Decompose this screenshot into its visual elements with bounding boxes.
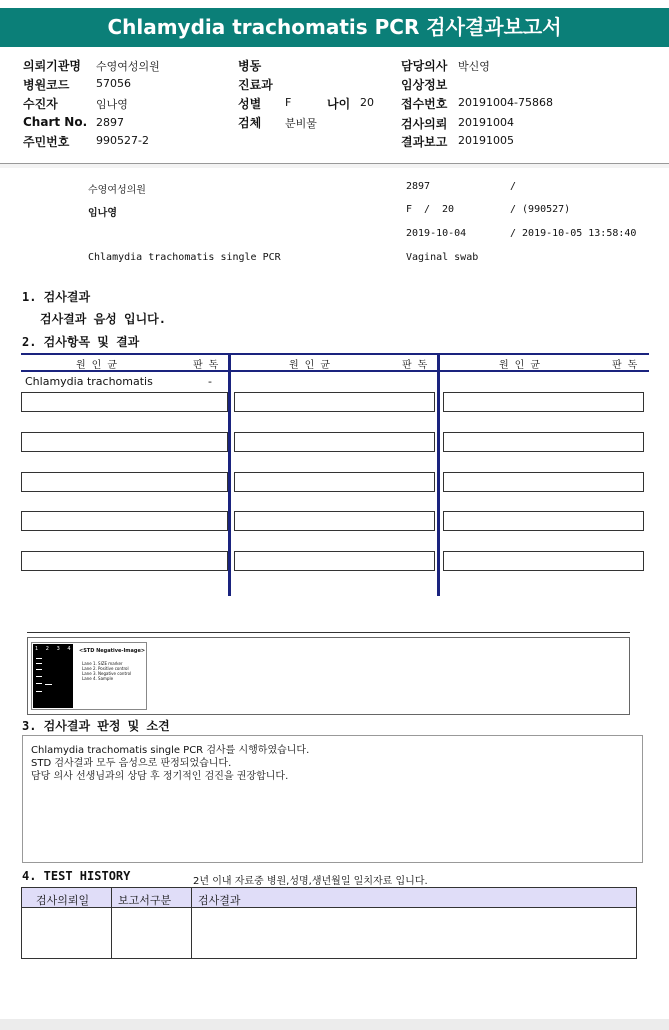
empty-cell xyxy=(234,511,435,531)
report-date-value: 20191005 xyxy=(458,134,514,147)
gel-legend-4: Lane 4. Sample xyxy=(82,676,114,681)
empty-cell xyxy=(234,472,435,492)
department-label: 진료과 xyxy=(238,78,273,92)
ward-label: 병동 xyxy=(238,59,262,73)
section1-heading: 1. 검사결과 xyxy=(22,290,91,304)
gel-caption: <STD Negative-Image> xyxy=(79,648,146,654)
gel-legend-1: Lane 1. SIZE marker xyxy=(82,661,123,666)
receipt-no-value: 20191004-75868 xyxy=(458,96,553,109)
opinion-line-3: 담당 의사 선생님과의 상담 후 정기적인 검진을 권장합니다. xyxy=(31,771,289,782)
col-judgement-2: 판독 xyxy=(402,360,434,371)
specimen-label: 검체 xyxy=(238,116,262,130)
age-value: 20 xyxy=(360,96,374,109)
gel-legend-3: Lane 3. Negative control xyxy=(82,671,132,676)
header-shadow xyxy=(0,164,669,168)
chart-no-label: Chart No. xyxy=(23,115,88,129)
chart-no-value: 2897 xyxy=(96,116,124,129)
footer-bar xyxy=(0,1019,669,1030)
patient-label: 수진자 xyxy=(23,97,58,111)
summary-birth: / (990527) xyxy=(510,204,571,215)
summary-institution: 수영여성의원 xyxy=(88,185,146,196)
doctor-label: 담당의사 xyxy=(401,59,448,73)
history-col-report-type: 보고서구분 xyxy=(118,894,172,907)
history-divider-1 xyxy=(111,888,112,958)
hospital-code-value: 57056 xyxy=(96,77,131,90)
history-divider-2 xyxy=(191,888,192,958)
col-judgement-1: 판독 xyxy=(193,360,225,371)
history-note: 2년 이내 자료중 병원,성명,생년월일 일치자료 입니다. xyxy=(193,876,428,887)
history-header-row xyxy=(22,888,636,908)
institution-value: 수영여성의원 xyxy=(96,60,160,73)
section3-heading: 3. 검사결과 판정 및 소견 xyxy=(22,719,170,733)
empty-cell xyxy=(443,551,644,571)
report-title: Chlamydia trachomatis PCR 검사결과보고서 xyxy=(0,8,669,47)
gel-lanes xyxy=(33,644,73,708)
history-col-result: 검사결과 xyxy=(198,894,241,907)
summary-patient: 임나영 xyxy=(88,208,117,219)
table-divider-1 xyxy=(228,353,231,596)
gel-top-rule xyxy=(27,632,630,633)
summary-specimen-type: Vaginal swab xyxy=(406,252,479,263)
empty-cell xyxy=(443,392,644,412)
summary-report-datetime: / 2019-10-05 13:58:40 xyxy=(510,228,637,239)
receipt-no-label: 접수번호 xyxy=(401,97,448,111)
opinion-box xyxy=(22,735,643,863)
empty-cell xyxy=(21,511,228,531)
table-top-rule xyxy=(21,353,649,355)
doctor-value: 박신영 xyxy=(458,60,490,73)
empty-cell xyxy=(21,551,228,571)
summary-slash: / xyxy=(510,181,517,192)
report-date-label: 결과보고 xyxy=(401,135,448,149)
summary-age: 20 xyxy=(442,204,455,215)
clinical-info-label: 임상정보 xyxy=(401,78,448,92)
summary-test-name: Chlamydia trachomatis single PCR xyxy=(88,252,281,263)
history-col-request-date: 검사의뢰일 xyxy=(36,894,90,907)
resident-no-label: 주민번호 xyxy=(23,135,70,149)
empty-cell xyxy=(21,392,228,412)
resident-no-value: 990527-2 xyxy=(96,134,149,147)
summary-sex-age-slash: / xyxy=(424,204,431,215)
table-divider-2 xyxy=(437,353,440,596)
opinion-line-2: STD 검사결과 모두 음성으로 판정되었습니다. xyxy=(31,758,232,769)
row-judgement: - xyxy=(208,375,212,388)
opinion-line-1: Chlamydia trachomatis single PCR 검사를 시행하였습니다. xyxy=(31,745,310,756)
col-judgement-3: 판독 xyxy=(612,360,644,371)
hospital-code-label: 병원코드 xyxy=(23,78,70,92)
empty-cell xyxy=(234,432,435,452)
specimen-value: 분비물 xyxy=(285,117,317,130)
empty-cell xyxy=(443,472,644,492)
empty-cell xyxy=(234,551,435,571)
history-table xyxy=(21,887,637,959)
empty-cell xyxy=(443,432,644,452)
empty-cell xyxy=(234,392,435,412)
empty-cell xyxy=(443,511,644,531)
empty-cell xyxy=(21,432,228,452)
empty-cell xyxy=(21,472,228,492)
summary-chart-no: 2897 xyxy=(406,181,431,192)
section1-result: 검사결과 음성 입니다. xyxy=(40,312,167,326)
section4-heading: 4. TEST HISTORY xyxy=(22,869,131,883)
patient-value: 임나영 xyxy=(96,98,128,111)
sex-value: F xyxy=(285,96,292,109)
col-organism-3: 원인균 xyxy=(499,360,546,371)
summary-receipt-datetime: 2019-10-04 xyxy=(406,228,467,239)
sex-label: 성별 xyxy=(238,97,262,111)
gel-lane-labels: 1 2 3 4 xyxy=(35,646,71,652)
row-organism: Chlamydia trachomatis xyxy=(25,375,153,388)
request-date-value: 20191004 xyxy=(458,116,514,129)
summary-sex: F xyxy=(406,204,413,215)
gel-legend-2: Lane 2. Positive control xyxy=(82,666,129,671)
col-organism-2: 원인균 xyxy=(289,360,336,371)
col-organism-1: 원인균 xyxy=(76,360,123,371)
section2-heading: 2. 검사항목 및 결과 xyxy=(22,335,140,349)
institution-label: 의뢰기관명 xyxy=(23,59,81,73)
request-date-label: 검사의뢰 xyxy=(401,117,448,131)
age-label: 나이 xyxy=(327,97,351,111)
